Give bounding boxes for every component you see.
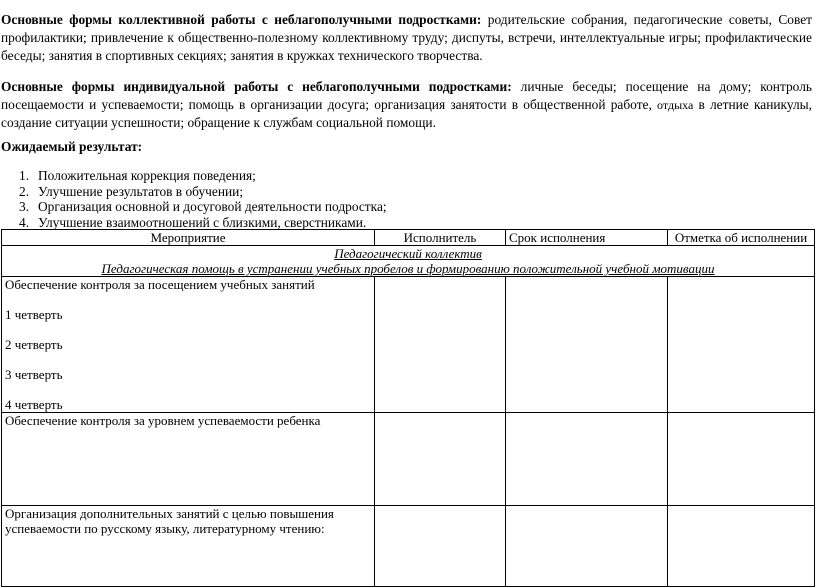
- column-header-executor: Исполнитель: [375, 230, 506, 246]
- list-item-number: 2.: [19, 183, 30, 199]
- list-item-number: 3.: [19, 199, 30, 214]
- expected-result-list: [0, 168, 600, 230]
- list-item-number: 4.: [19, 214, 30, 230]
- collective-work-heading: Основные формы коллективной работы с неблагополучными подростками:: [1, 12, 482, 27]
- executor-cell: [375, 277, 506, 413]
- quarter-label: 3 четверть: [5, 367, 63, 382]
- completion-mark-cell: [668, 506, 815, 587]
- table-header-row: [2, 230, 815, 246]
- activity-plan-table: [1, 229, 815, 587]
- list-item-text: Улучшение взаимоотношений с близкими, сверстниками.: [38, 214, 367, 230]
- list-item: [0, 168, 600, 184]
- quarter-label: 1 четверть: [5, 307, 63, 322]
- activity-title: Обеспечение контроля за уровнем успеваемости ребенка: [5, 413, 321, 428]
- section-title: Педагогический коллектив: [334, 246, 482, 261]
- activity-title: Обеспечение контроля за посещением учебных занятий: [5, 277, 315, 292]
- individual-work-text-a: личные беседы; посещение на дому; контроль посещаемости и успеваемости; помощь в организации досуга; организация занятости в общественной работе,: [1, 79, 812, 112]
- section-cell: [2, 246, 815, 277]
- list-item-number: 1.: [19, 168, 30, 183]
- table-section-row: [2, 246, 815, 277]
- column-header-completion-mark: Отметка об исполнении: [668, 230, 815, 246]
- table-row: [2, 506, 815, 587]
- column-header-deadline: Срок исполнения: [506, 230, 668, 246]
- deadline-cell: [506, 413, 668, 506]
- individual-work-text-small: отдыха: [657, 98, 694, 112]
- collective-work-text: родительские собрания, педагогические советы, Совет профилактики; привлечение к общественно-полезному коллективному труду; диспуты, встречи, интеллектуальные игры; профилактические беседы; занятия в спортивных секциях; занятия в кружках технического творчества.: [1, 12, 812, 63]
- table-row: [2, 413, 815, 506]
- completion-mark-cell: [668, 277, 815, 413]
- executor-cell: [375, 413, 506, 506]
- individual-work-paragraph: [1, 78, 812, 132]
- section-subtitle: Педагогическая помощь в устранении учебных пробелов и формированию положительной учебной мотивации: [101, 261, 715, 276]
- deadline-cell: [506, 277, 668, 413]
- individual-work-text-b: в летние каникулы, создание ситуации успешности; обращение к службам социальной помощи.: [1, 97, 812, 130]
- list-item: [0, 215, 600, 231]
- list-item-text: Положительная коррекция поведения;: [38, 168, 256, 183]
- expected-result-heading: Ожидаемый результат:: [1, 139, 143, 154]
- quarter-label: 2 четверть: [5, 337, 63, 352]
- deadline-cell: [506, 506, 668, 587]
- list-item: [0, 184, 600, 200]
- table-row: [2, 277, 815, 413]
- column-header-activity: Мероприятие: [2, 230, 375, 246]
- individual-work-heading: Основные формы индивидуальной работы с неблагополучными подростками:: [1, 79, 512, 94]
- activity-cell: [2, 413, 375, 506]
- activity-cell: [2, 277, 375, 413]
- activity-cell: [2, 506, 375, 587]
- completion-mark-cell: [668, 413, 815, 506]
- activity-title: Организация дополнительных занятий с целью повышения успеваемости по русскому языку, литературному чтению:: [5, 506, 334, 536]
- list-item-text: Организация основной и досуговой деятельности подростка;: [38, 199, 387, 214]
- collective-work-paragraph: [1, 11, 812, 65]
- quarter-label: 4 четверть: [5, 397, 63, 412]
- executor-cell: [375, 506, 506, 587]
- list-item: [0, 199, 600, 215]
- list-item-text: Улучшение результатов в обучении;: [38, 183, 244, 199]
